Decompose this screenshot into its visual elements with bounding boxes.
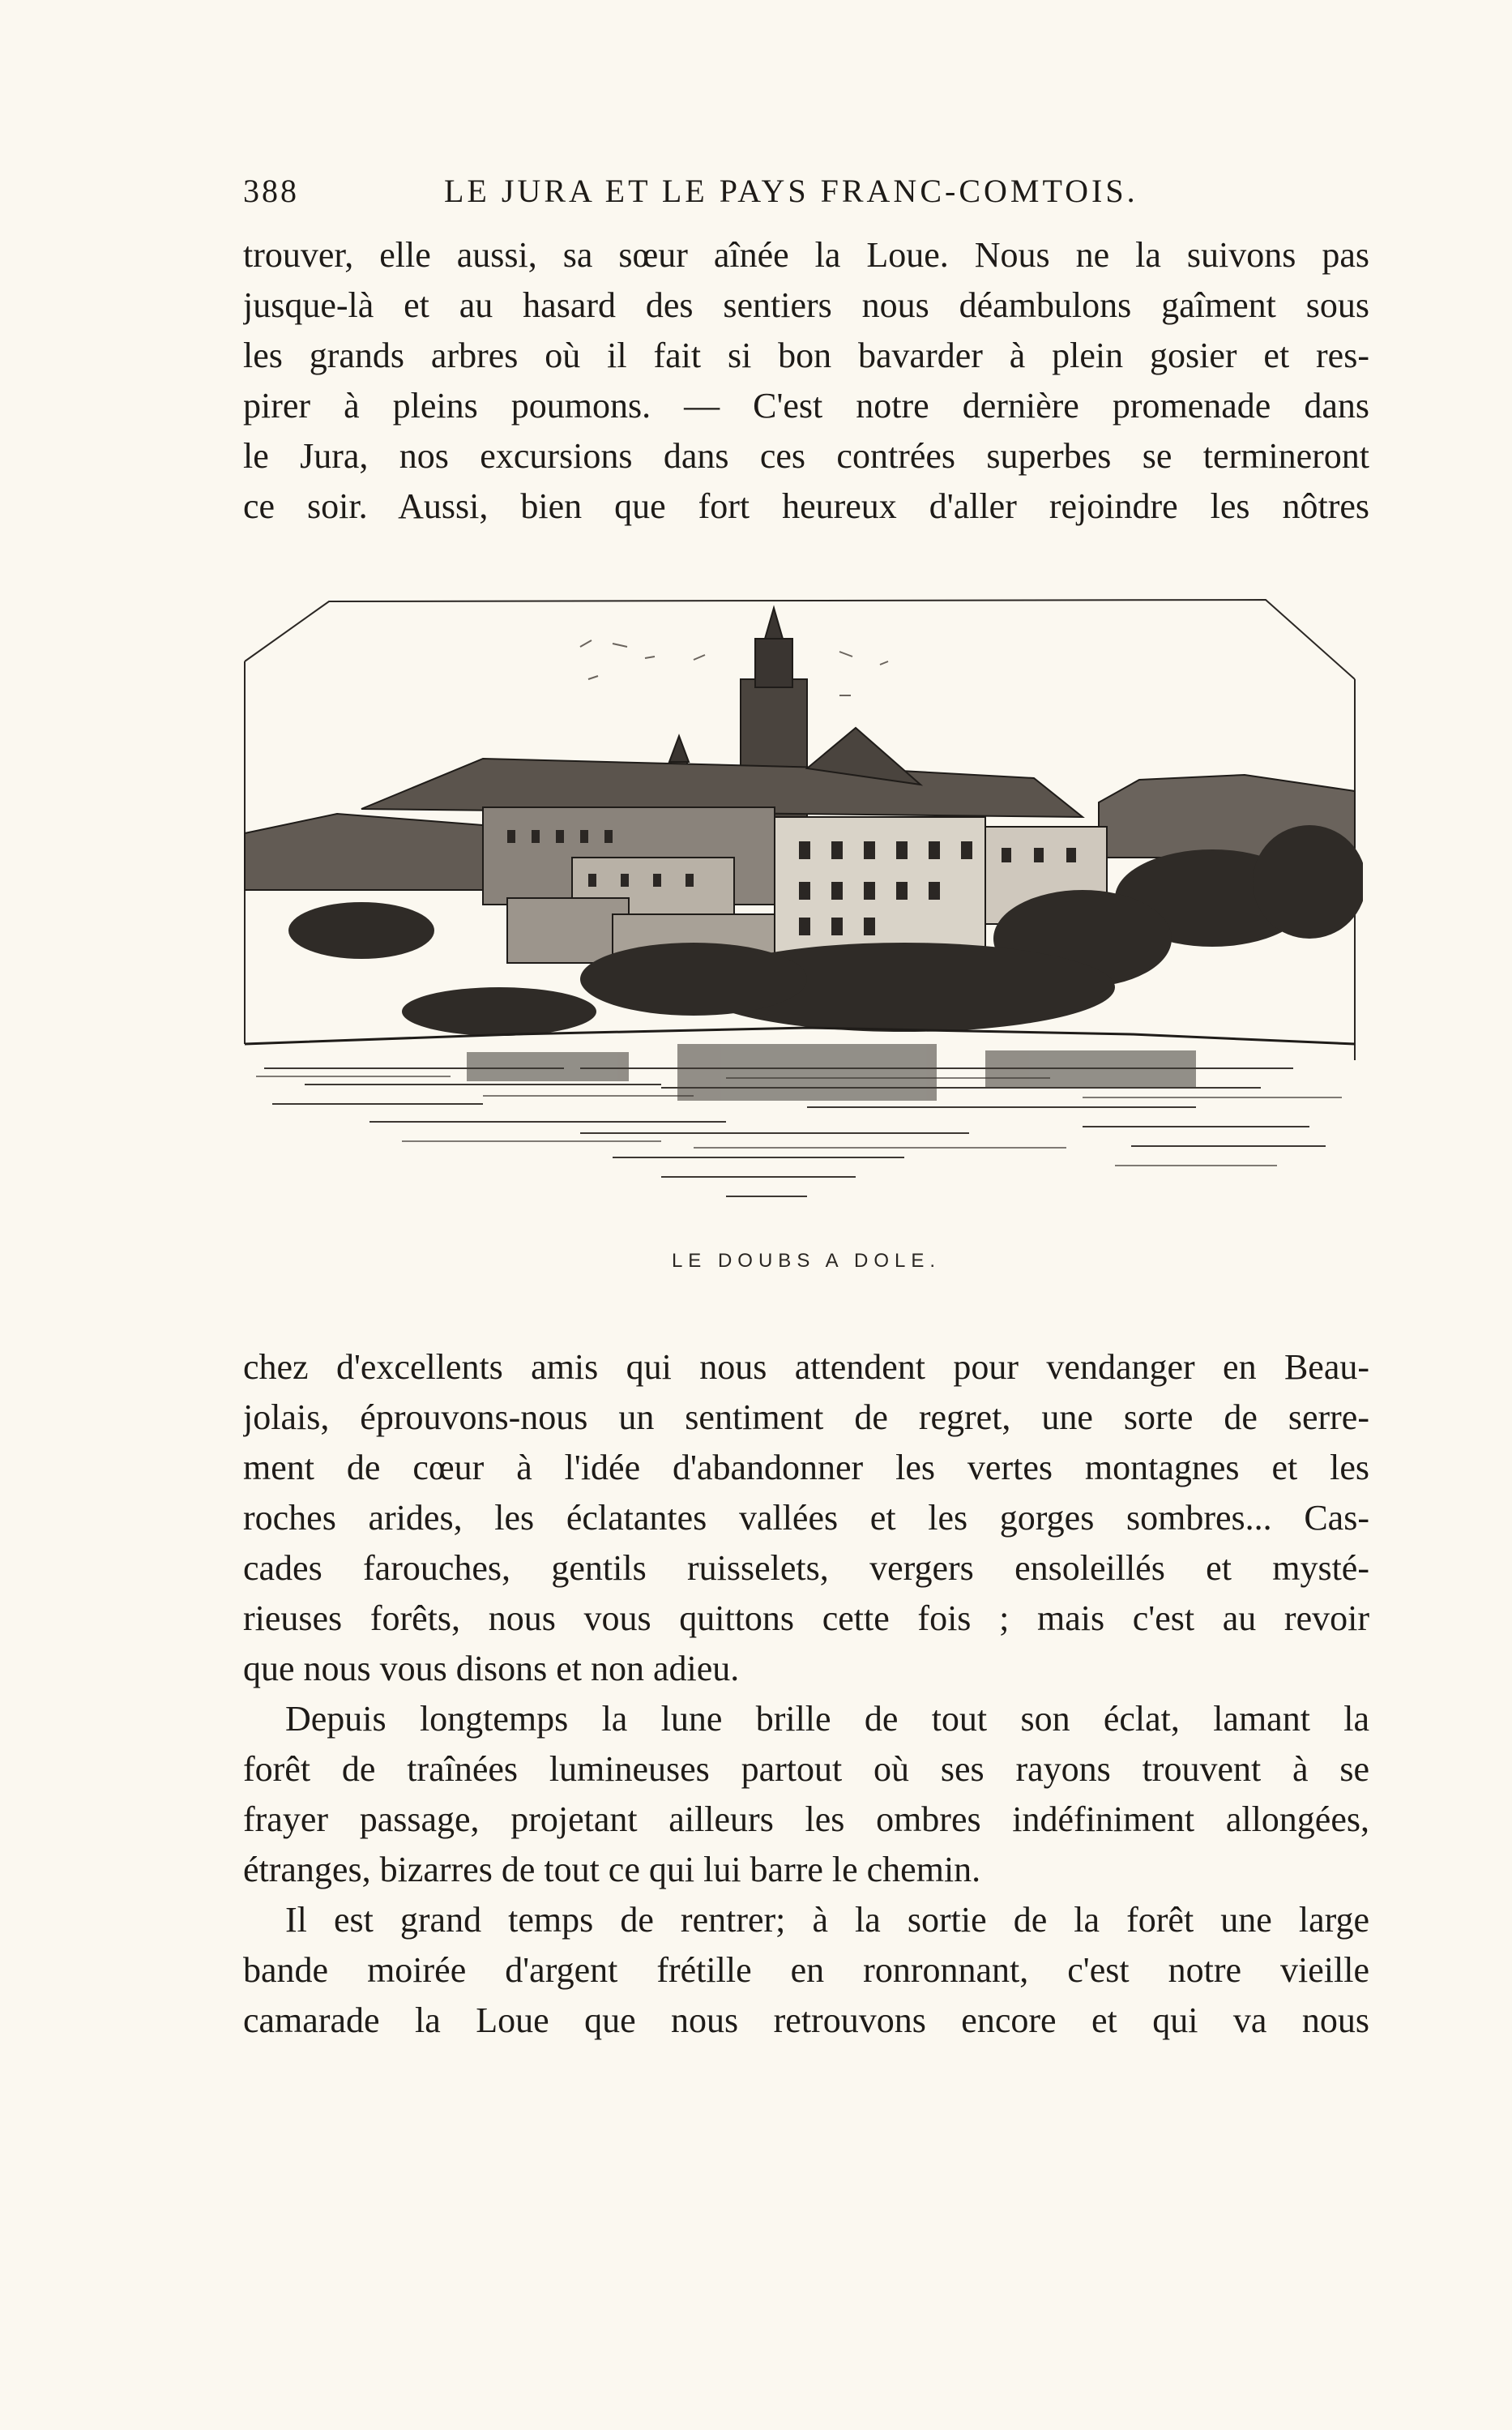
text-line: jolais, éprouvons-nous un sentiment de regret, une sorte de serre- <box>243 1397 1369 1437</box>
text-line: camarade la Loue que nous retrouvons encore et qui va nous <box>243 2000 1369 2040</box>
text-line: ce soir. Aussi, bien que fort heureux d'aller rejoindre les nôtres <box>243 486 1369 526</box>
text-line: étranges, bizarres de tout ce qui lui barre le chemin. <box>243 1850 981 1889</box>
engraving-drawing <box>240 590 1363 1214</box>
paragraph-4 <box>243 1895 1369 2046</box>
text-line: chez d'excellents amis qui nous attendent pour vendanger en Beau- <box>243 1347 1369 1387</box>
paragraph-1 <box>243 230 1369 532</box>
text-line: roches arides, les éclatantes vallées et les gorges sombres... Cas- <box>243 1498 1369 1538</box>
text-line: ment de cœur à l'idée d'abandonner les vertes montagnes et les <box>243 1448 1369 1487</box>
text-line: pirer à pleins poumons. — C'est notre dernière promenade dans <box>243 386 1369 426</box>
text-line: les grands arbres où il fait si bon bavarder à plein gosier et res- <box>243 336 1369 375</box>
paragraph-2 <box>243 1342 1369 1694</box>
text-line: que nous vous disons et non adieu. <box>243 1649 740 1688</box>
text-line: Il est grand temps de rentrer; à la sortie de la forêt une large <box>285 1900 1369 1940</box>
text-line: jusque-là et au hasard des sentiers nous déambulons gaîment sous <box>243 285 1369 325</box>
running-title: LE JURA ET LE PAYS FRANC-COMTOIS. <box>444 173 1138 209</box>
figure-caption: LE DOUBS A DOLE. <box>671 1250 942 1272</box>
paragraph-3 <box>243 1694 1369 1895</box>
text-line: le Jura, nos excursions dans ces contrées superbes se termineront <box>243 436 1369 476</box>
text-line: forêt de traînées lumineuses partout où ses rayons trouvent à se <box>243 1749 1369 1789</box>
text-line: cades farouches, gentils ruisselets, vergers ensoleillés et mysté- <box>243 1548 1369 1588</box>
text-line: Depuis longtemps la lune brille de tout son éclat, lamant la <box>285 1699 1369 1739</box>
running-head <box>243 172 1167 220</box>
text-line: bande moirée d'argent frétille en ronronnant, c'est notre vieille <box>243 1950 1369 1990</box>
text-line: trouver, elle aussi, sa sœur aînée la Loue. Nous ne la suivons pas <box>243 235 1369 275</box>
engraving-illustration <box>240 590 1363 1214</box>
text-line: rieuses forêts, nous vous quittons cette fois ; mais c'est au revoir <box>243 1598 1369 1638</box>
text-line: frayer passage, projetant ailleurs les ombres indéfiniment allongées, <box>243 1799 1369 1839</box>
page-number: 388 <box>243 173 299 209</box>
